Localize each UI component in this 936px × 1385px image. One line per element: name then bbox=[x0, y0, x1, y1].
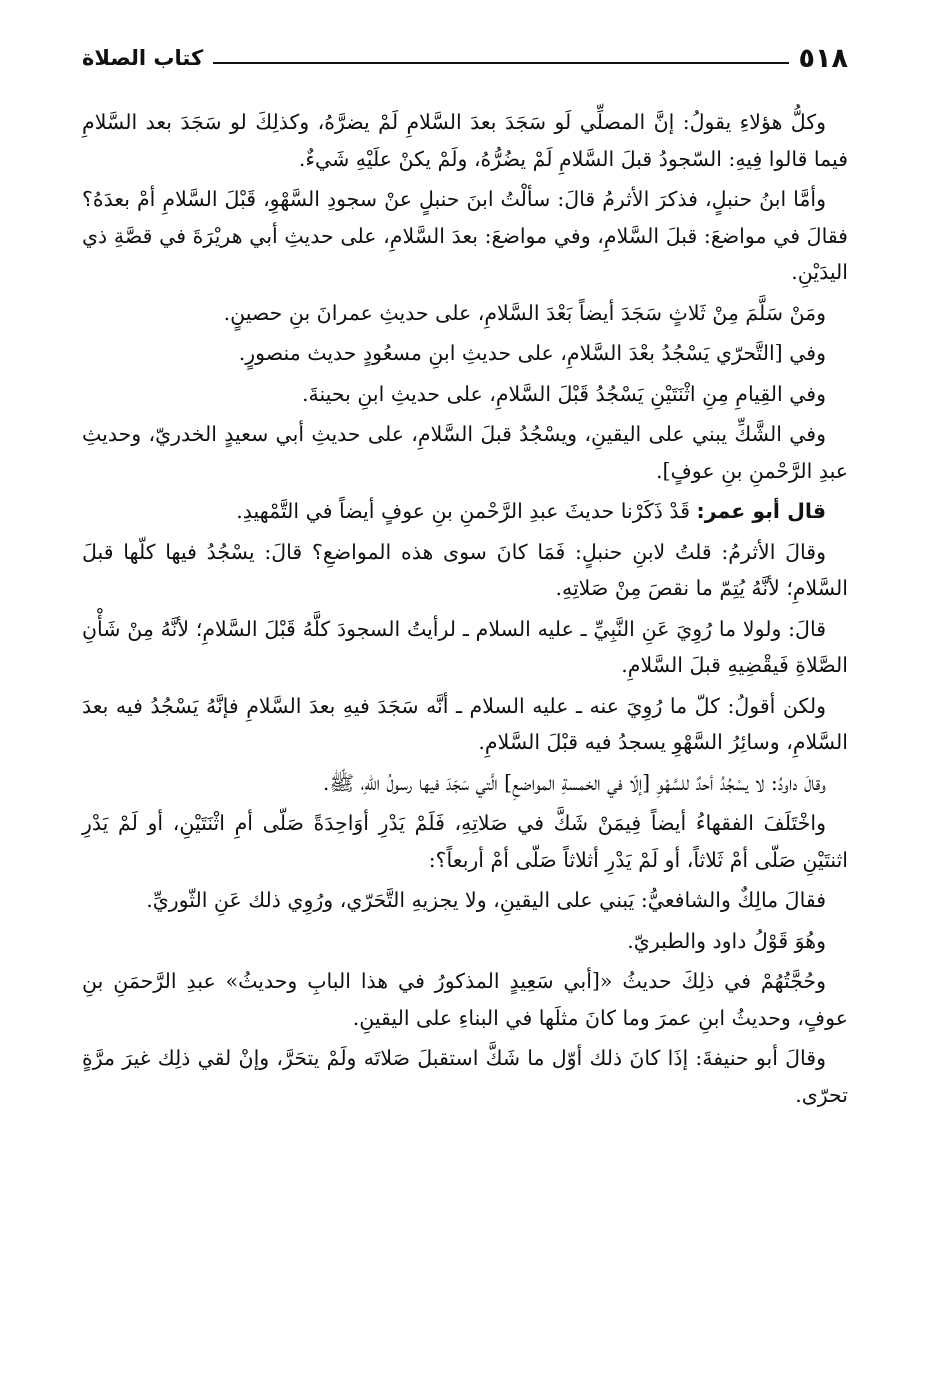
paragraph-text: فقالَ مالِكٌ والشافعيُّ: يَبني على اليقينِ، ولا يجزيهِ التَّحَرّي، ورُوِي ذلك عَنِ الثّوريِّ. bbox=[146, 888, 826, 912]
paragraph bbox=[82, 376, 848, 413]
paragraph bbox=[82, 805, 848, 878]
paragraph-text: قالَ: ولولا ما رُوِيَ عَنِ النَّبِيِّ ـ عليه السلام ـ لرأيتُ السجودَ كلَّهُ قَبْلَ السَّلامِ؛ لأنَّهُ مِنْ شَأْنِ الصَّلاةِ فَيقْضِيهِ قبلَ السَّلامِ. bbox=[82, 616, 848, 677]
paragraph bbox=[82, 416, 848, 489]
paragraph-text: وكلُّ هؤلاءِ يقولُ: إنَّ المصلِّي لَو سَجَدَ بعدَ السَّلامِ لَمْ يضرَّهُ، وكذلِكَ لو سَجَدَ بعد السَّلامِ فيما قالوا فِيهِ: السّجودُ قبلَ السَّلامِ لَمْ يضُرُّهُ، ولَمْ يكنْ علَيْهِ شَيءٌ. bbox=[82, 110, 848, 171]
page-header bbox=[82, 36, 848, 80]
book-title: كتاب الصلاة bbox=[82, 46, 204, 70]
paragraph-text: وحُجَّتُهُمْ في ذلِكَ حديثُ «[أبي سَعِيدٍ المذكورُ في هذا البابِ وحديثُ» عبدِ الرَّحمَنِ بنِ عوفٍ، وحديثُ ابنِ عمرَ وما كانَ مثلَها في البناءِ على اليقينِ. bbox=[82, 969, 848, 1030]
paragraph-text: وقالَ أبو حنيفةَ: إذَا كانَ ذلك أوّل ما شَكَّ استقبلَ صَلاتَه ولَمْ يتحَرَّ، وإنْ لقي ذلِك غيرَ مرَّةٍ تحرّى. bbox=[82, 1046, 848, 1107]
paragraph bbox=[82, 963, 848, 1036]
paragraph bbox=[82, 181, 848, 291]
paragraph bbox=[82, 1040, 848, 1113]
paragraph-text: وفي القِيامِ مِنِ اثْنَتَيْنِ يَسْجُدُ قَبْلَ السَّلامِ، على حديثِ ابنِ بحينةَ. bbox=[301, 381, 826, 406]
paragraph bbox=[82, 923, 848, 960]
header-rule bbox=[213, 62, 788, 64]
paragraph-text: وأمَّا ابنُ حنبلٍ، فذكرَ الأثرمُ قالَ: سألْتُ ابنَ حنبلٍ عنْ سجودِ السَّهْوِ، قَبْلَ السَّلامِ أمْ بعدَهُ؟ فقالَ في مواضعَ: قبلَ السَّلامِ، وفي مواضعَ: بعدَ السَّلامِ، على حديثِ أبي هريْرَةَ في قصَّةِ ذي اليدَيْنِ. bbox=[82, 187, 848, 284]
paragraph-text: قَدْ ذَكَرْنا حديثَ عبدِ الرَّحْمنِ بنِ عوفٍ أيضاً في التَّمْهيدِ. bbox=[236, 499, 690, 523]
paragraph bbox=[82, 335, 848, 372]
paragraph-text: وهُوَ قَوْلُ داود والطبريّ. bbox=[627, 928, 826, 953]
paragraph-text: وفي الشَّكِّ يبني على اليقينِ، ويسْجُدُ قبلَ السَّلامِ، على حديثِ أبي سعيدٍ الخدريّ، وحديثِ عبدِ الرَّحْمنِ بنِ عوفٍ]. bbox=[82, 422, 848, 483]
paragraph bbox=[82, 688, 848, 761]
paragraph bbox=[82, 882, 848, 919]
paragraph-text: وقالَ داودُ: لا يسْجُدُ أحدٌ للسَّهْوِ [إلّا في الخمسةِ المواضعِ] الَّتي سَجَدَ فيها رسولُ اللهِ، ﷺ. bbox=[322, 770, 826, 795]
paragraph bbox=[82, 611, 848, 684]
paragraph-text: ومَنْ سَلَّمَ مِنْ ثَلاثٍ سَجَدَ أيضاً بَعْدَ السَّلامِ، على حديثِ عمرانَ بنِ حصينٍ. bbox=[223, 300, 826, 325]
paragraph-text: واخْتَلَفَ الفقهاءُ أيضاً فِيمَنْ شَكَّ في صَلاتِهِ، فَلَمْ يَدْرِ أوَاحِدَةً صَلّى أمِ اثْنَتَيْنِ، أو لَمْ يَدْرِ اثنتَيْنِ صَلّى أمْ ثَلاثاً، أو لَمْ يَدْرِ أثلاثاً صَلّى أمْ أربعاً؟: bbox=[82, 811, 848, 872]
paragraph-text: ولكن أقولُ: كلّ ما رُوِيَ عنه ـ عليه السلام ـ أنَّه سَجَدَ فيهِ بعدَ السَّلامِ فإنَّهُ يَسْجُدُ فيه بعدَ السَّلامِ، وسائِرُ السَّهْوِ يسجدُ فيه قبْلَ السَّلامِ. bbox=[82, 693, 848, 754]
paragraph-text: وفي [التَّحرّي يَسْجُدُ بعْدَ السَّلامِ، على حديثِ ابنِ مسعُودٍ حديث منصورٍ. bbox=[238, 341, 826, 365]
paragraph bbox=[82, 104, 848, 177]
paragraph bbox=[82, 493, 848, 530]
page-number: ٥١٨ bbox=[798, 42, 848, 74]
page-body bbox=[82, 104, 848, 1117]
paragraph-text: وقالَ الأثرمُ: قلتُ لابنِ حنبلٍ: فَمَا كانَ سوى هذه المواضعِ؟ قالَ: يسْجُدُ فيها كلّها قبلَ السَّلامِ؛ لأنَّهُ يُتِمّ ما نقصَ مِنْ صَلاتِهِ. bbox=[82, 539, 848, 600]
paragraph bbox=[82, 765, 848, 802]
paragraph bbox=[82, 534, 848, 607]
speaker-label: قال أبو عمر: bbox=[696, 499, 826, 523]
paragraph bbox=[82, 295, 848, 332]
